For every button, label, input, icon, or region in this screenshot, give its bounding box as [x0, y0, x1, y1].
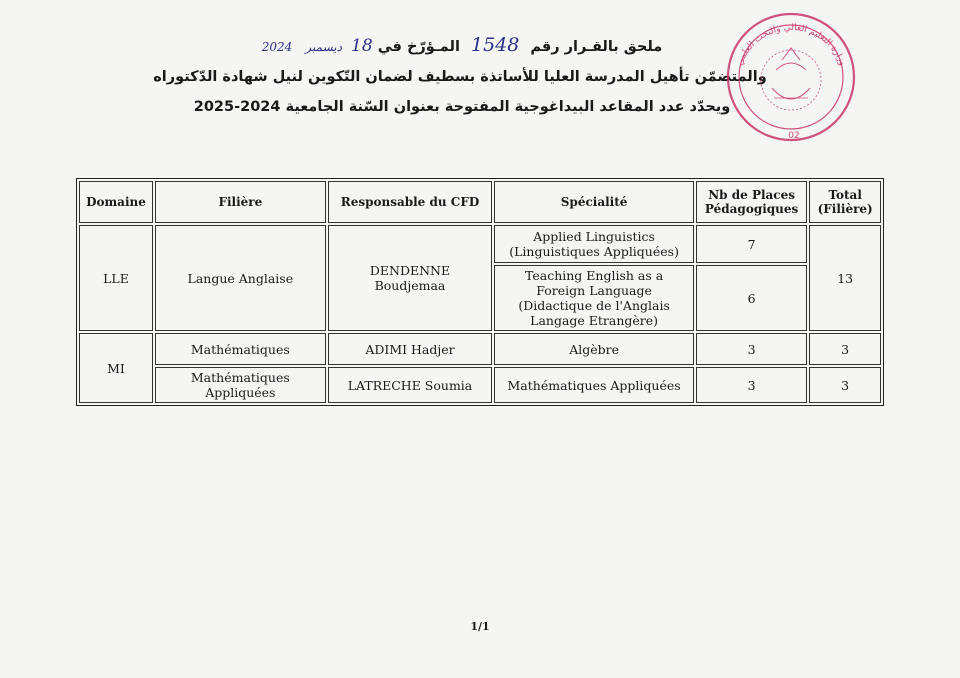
cell-responsable-latreche: LATRECHE Soumia [328, 367, 493, 403]
cell-total-math-appliquees: 3 [809, 367, 881, 403]
table-row [79, 333, 881, 365]
col-places: Nb de Places Pédagogiques [696, 181, 807, 223]
dated-label: المـؤرّخ في [377, 39, 460, 55]
cell-places-tefl: 6 [696, 265, 807, 331]
cell-total-anglaise: 13 [809, 225, 881, 331]
cell-places-algebre: 3 [696, 333, 807, 365]
table-header-row [79, 181, 881, 223]
cell-filiere-math-appliquees: Mathématiques Appliquées [155, 367, 326, 403]
cell-specialite-algebre: Algèbre [494, 333, 694, 365]
decision-year: 2024 [261, 40, 293, 54]
academic-year: 2025-2024 [193, 99, 281, 115]
official-stamp [724, 10, 858, 144]
col-specialite: Spécialité [494, 181, 694, 223]
decision-prefix: ملحق بالقـرار رقم [530, 39, 663, 55]
cell-places-math-appliquees: 3 [696, 367, 807, 403]
cell-places-applied-linguistics: 7 [696, 225, 807, 263]
header-line-1 [150, 30, 770, 62]
table-row [79, 225, 881, 263]
col-total: Total (Filière) [809, 181, 881, 223]
cell-filiere-anglaise: Langue Anglaise [155, 225, 326, 331]
header-line-3 [150, 92, 770, 122]
col-responsable: Responsable du CFD [328, 181, 493, 223]
decision-day: 18 [351, 36, 373, 56]
cell-responsable-dendenne: DENDENNE Boudjemaa [328, 225, 493, 331]
cell-responsable-adimi: ADIMI Hadjer [328, 333, 493, 365]
document-header [150, 30, 770, 122]
col-filiere: Filière [155, 181, 326, 223]
decision-month: ديسمبر [305, 40, 342, 54]
cell-total-mathematiques: 3 [809, 333, 881, 365]
cell-specialite-applied-linguistics: Applied Linguistics (Linguistiques Appliquées) [494, 225, 694, 263]
places-table [76, 178, 884, 406]
stamp-code: 02 [788, 131, 800, 141]
header-line-3-text: ويحدّد عدد المقاعد البيداغوجية المفتوحة بعنوان السّنة الجامعية [285, 99, 731, 115]
col-domaine: Domaine [79, 181, 153, 223]
cell-domaine-mi: MI [79, 333, 153, 403]
decision-number: 1548 [471, 34, 520, 56]
stamp-text: وزارة التعليم العالي والبحث العلمي [734, 22, 848, 68]
header-line-2: والمتضمّن تأهيل المدرسة العليا للأساتذة بسطيف لضمان التّكوين لنيل شهادة الدّكتوراه [153, 69, 767, 85]
cell-domaine-lle: LLE [79, 225, 153, 331]
cell-specialite-tefl: Teaching English as a Foreign Language (Didactique de l'Anglais Langage Etrangère) [494, 265, 694, 331]
table-row [79, 367, 881, 403]
cell-filiere-mathematiques: Mathématiques [155, 333, 326, 365]
page-number: 1/1 [470, 620, 490, 633]
cell-specialite-math-appliquees: Mathématiques Appliquées [494, 367, 694, 403]
